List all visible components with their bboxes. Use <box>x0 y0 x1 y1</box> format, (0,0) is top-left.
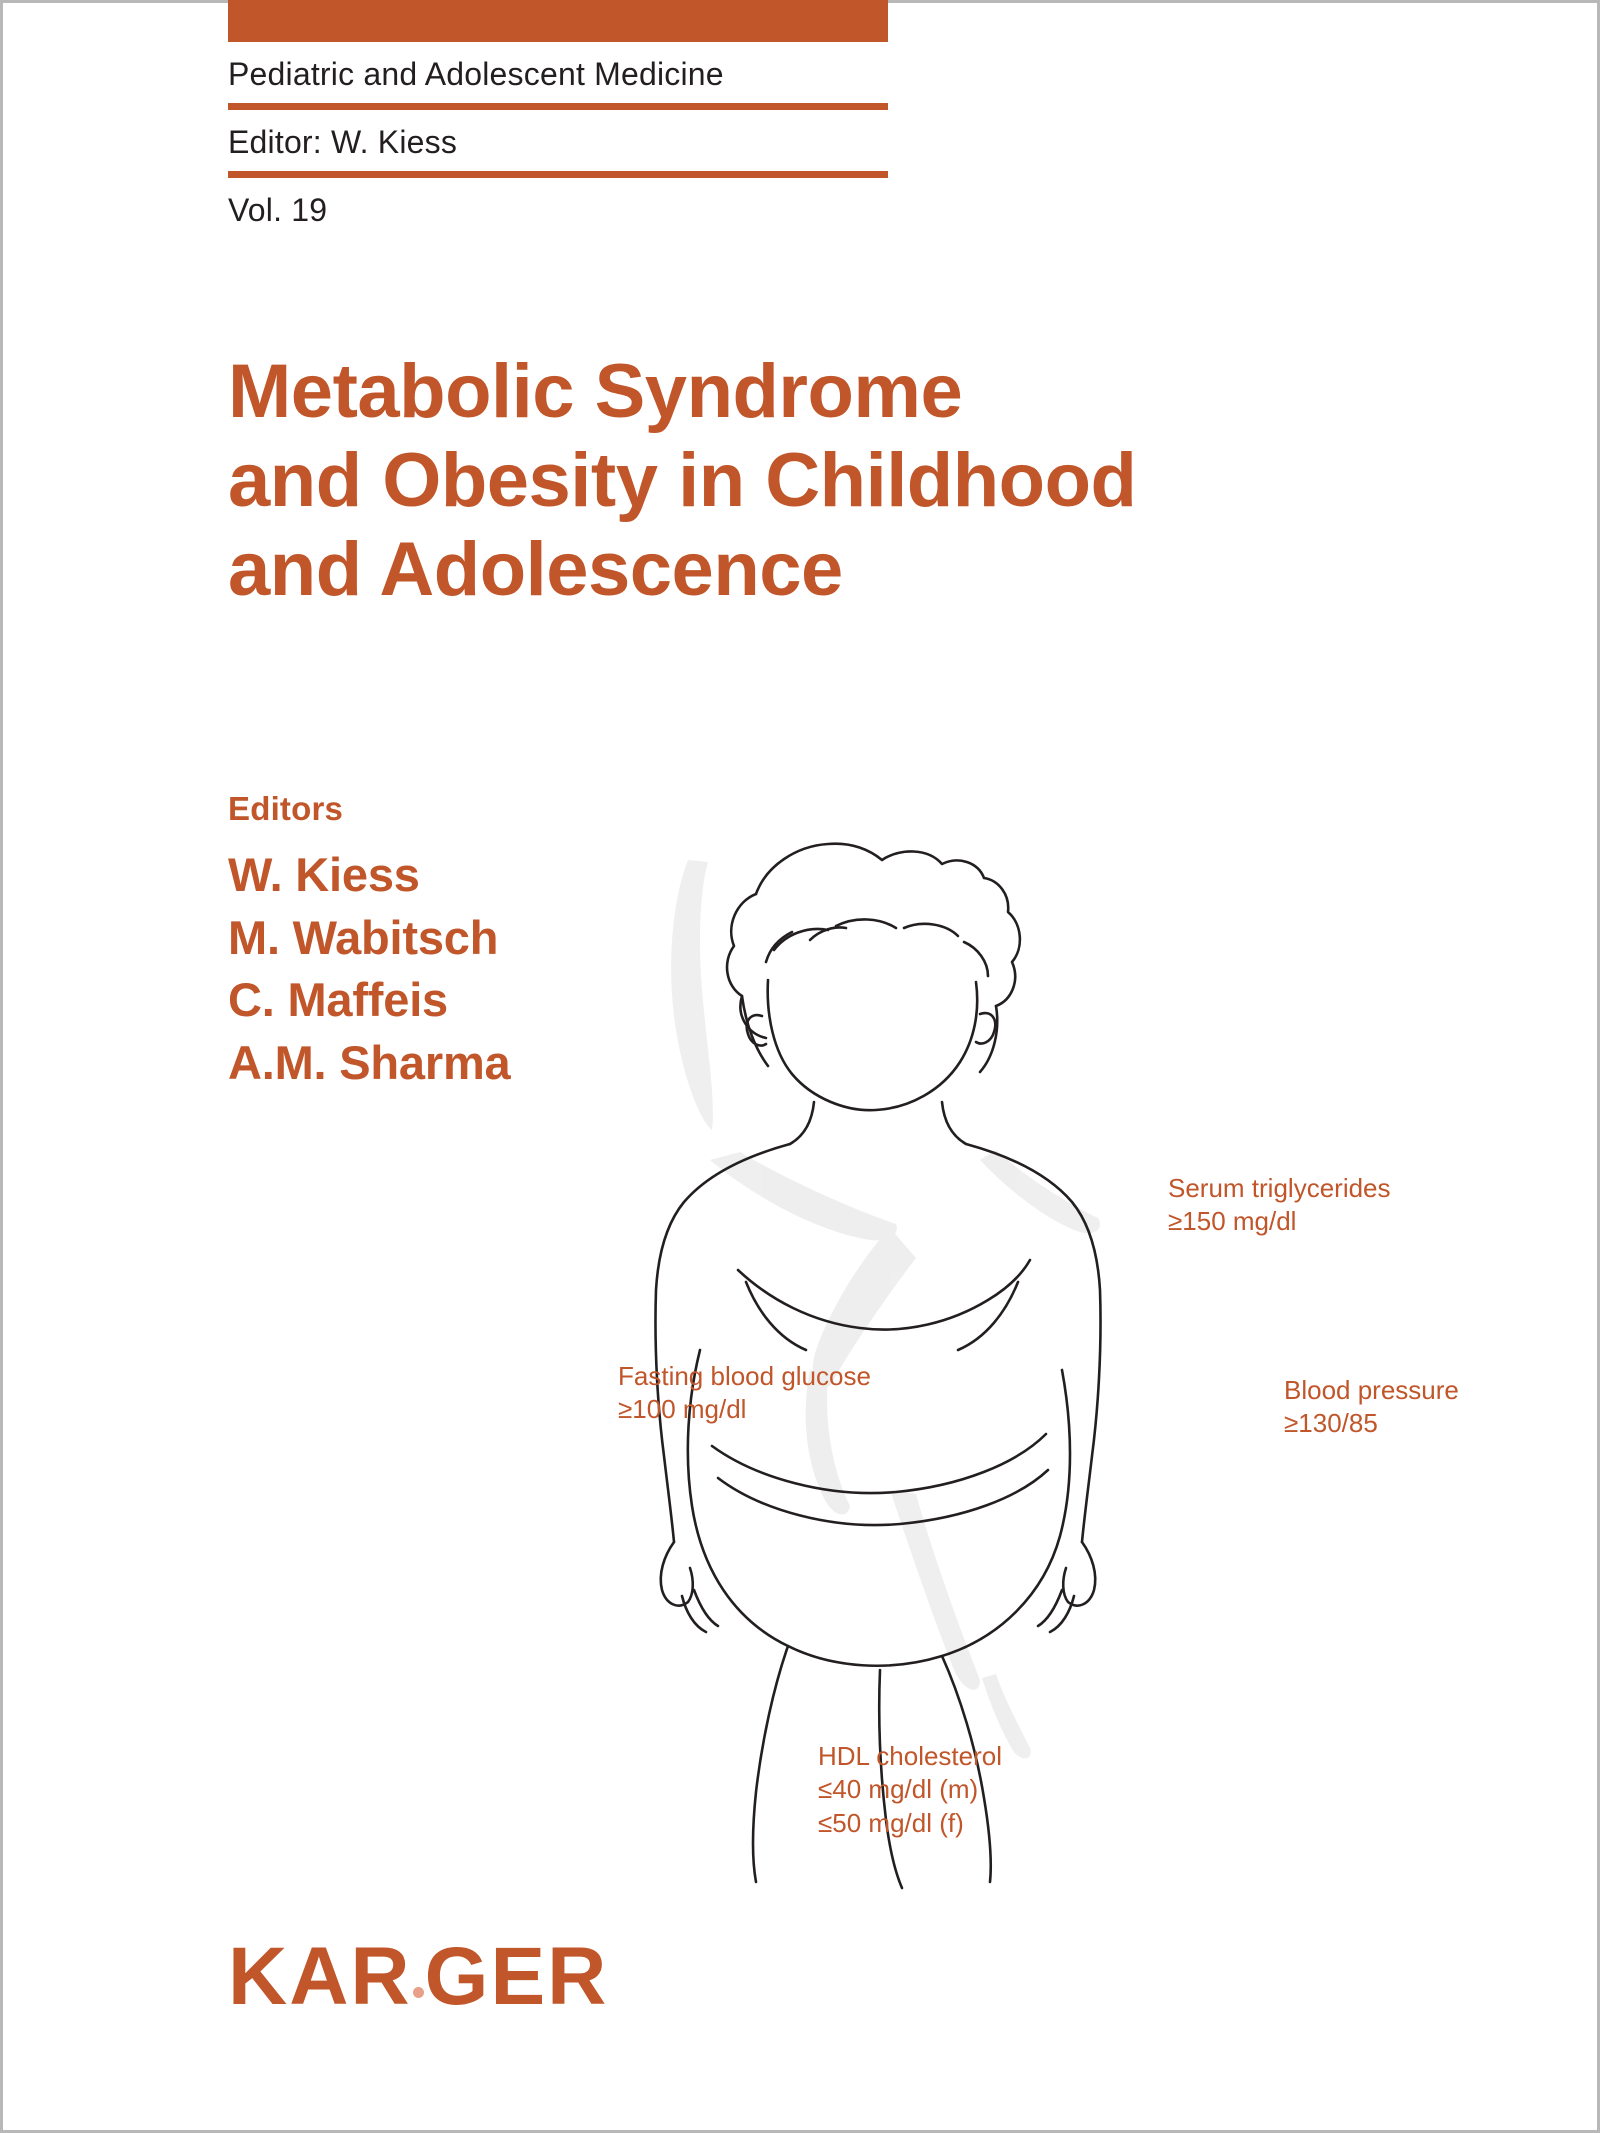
publisher-logo <box>228 1930 608 2024</box>
title-line-2: and Obesity in Childhood <box>228 437 1137 523</box>
annotation-hdl-cholesterol <box>818 1740 1002 1840</box>
series-header <box>228 0 888 229</box>
series-top-bar <box>228 0 888 42</box>
title-line-3: and Adolescence <box>228 526 843 612</box>
title-line-1: Metabolic Syndrome <box>228 349 963 434</box>
series-rule-2 <box>228 171 888 178</box>
series-name: Pediatric and Adolescent Medicine <box>228 56 724 92</box>
annotation-line: ≥100 mg/dl <box>618 1394 747 1425</box>
editor-name: M. Wabitsch <box>228 910 499 964</box>
series-volume: Vol. 19 <box>228 192 328 228</box>
annotation-line: Serum triglycerides <box>1168 1173 1391 1203</box>
publisher-name-right: GER <box>424 1931 609 2022</box>
annotation-fasting-blood-glucose <box>618 1360 871 1427</box>
annotation-line: ≤40 mg/dl (m) <box>818 1774 979 1805</box>
series-rule-1 <box>228 103 888 110</box>
annotation-line: ≥130/85 <box>1284 1408 1378 1439</box>
editors-label: Editors <box>228 790 344 827</box>
editor-name: A.M. Sharma <box>228 1035 511 1089</box>
annotation-line: HDL cholesterol <box>818 1741 1003 1771</box>
shading-shapes <box>671 860 1100 1758</box>
editor-name: W. Kiess <box>228 848 420 901</box>
annotation-line: ≤50 mg/dl (f) <box>818 1807 964 1838</box>
series-editor: Editor: W. Kiess <box>228 124 458 160</box>
head-outline <box>727 844 1020 1144</box>
annotation-line: ≥150 mg/dl <box>1168 1206 1297 1237</box>
annotation-line: Blood pressure <box>1284 1375 1459 1405</box>
publisher-name-left: KAR <box>228 1931 412 2022</box>
page-title <box>228 348 1428 615</box>
annotation-blood-pressure <box>1284 1374 1459 1441</box>
logo-dot-icon <box>413 1987 424 1998</box>
annotation-serum-triglycerides <box>1168 1172 1391 1239</box>
editor-name: C. Maffeis <box>228 973 448 1026</box>
annotation-line: Fasting blood glucose <box>618 1361 871 1391</box>
